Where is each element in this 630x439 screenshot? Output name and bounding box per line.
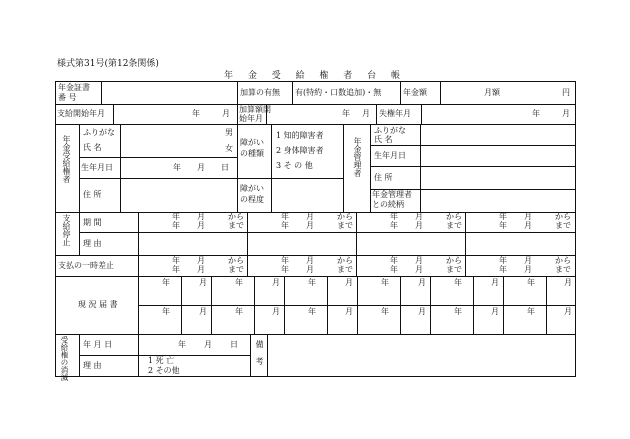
suspension-section-label: 支給停止 xyxy=(62,214,71,246)
disability-option-3: 3 そ の 他 xyxy=(276,161,313,170)
manager-furigana-label: ふりがな xyxy=(374,126,406,135)
sex-male: 男 xyxy=(225,128,233,137)
manager-name-label: 氏 名 xyxy=(374,135,393,144)
extinction-section-label: 受給権の消滅 xyxy=(60,336,69,381)
temporary-stop-label: 支払の一時差止 xyxy=(58,261,114,270)
manager-address-label: 住 所 xyxy=(374,173,393,182)
extinction-option-1: 1 死 亡 xyxy=(148,356,175,365)
holder-birth-day: 日 xyxy=(221,163,229,172)
disability-type-label-2: の種類 xyxy=(240,149,264,158)
add-start-month: 月 xyxy=(362,109,370,118)
pension-amount-label: 年金額 xyxy=(403,88,427,97)
disability-option-2: 2 身体障害者 xyxy=(276,146,324,155)
disability-level-label: 障がい xyxy=(240,184,264,193)
form-title: 年 金 受 給 権 者 台 帳 xyxy=(223,71,407,81)
add-start-label: 加算額開 xyxy=(239,105,271,114)
form-number: 様式第31号(第12条関係) xyxy=(57,59,159,69)
extinction-option-2: 2 その他 xyxy=(148,366,180,375)
remarks-label: 備 考 xyxy=(255,340,264,365)
suspension-period-label: 期 間 xyxy=(83,218,102,227)
extinction-month: 月 xyxy=(204,340,212,349)
disability-option-1: 1 知的障害者 xyxy=(276,131,324,140)
manager-relation-label-2: との続柄 xyxy=(372,200,404,209)
lost-month: 月 xyxy=(562,109,570,118)
lost-year: 年 xyxy=(532,109,540,118)
disability-level-label-2: の程度 xyxy=(240,195,264,204)
holder-birth-label: 生年月日 xyxy=(81,163,113,172)
start-year: 年 xyxy=(192,109,200,118)
start-month: 月 xyxy=(222,109,230,118)
disability-type-label: 障がい xyxy=(240,138,264,147)
extinction-date-label: 年 月 日 xyxy=(83,340,113,349)
manager-relation-label: 年金管理者 xyxy=(372,190,412,199)
cert-number-label: 年金証書 xyxy=(58,83,90,92)
addition-label: 加算の有無 xyxy=(240,88,280,97)
holder-address-label: 住 所 xyxy=(83,190,102,199)
extinction-year: 年 xyxy=(178,340,186,349)
extinction-day: 日 xyxy=(230,340,238,349)
status-report-label: 現 況 届 書 xyxy=(78,300,118,309)
monthly-amount-label: 月額 xyxy=(484,88,500,97)
suspension-reason-label: 理 由 xyxy=(83,239,102,248)
yen-unit: 円 xyxy=(562,88,570,97)
holder-name-label: 氏 名 xyxy=(83,143,102,152)
holder-birth-month: 月 xyxy=(197,163,205,172)
holder-birth-year: 年 xyxy=(173,163,181,172)
add-start-year: 年 xyxy=(342,109,350,118)
cert-number-label-2: 番 号 xyxy=(58,93,77,102)
holder-furigana-label: ふりがな xyxy=(83,128,115,137)
sex-female: 女 xyxy=(225,144,233,153)
manager-birth-label: 生年月日 xyxy=(374,151,406,160)
holder-section-label: 年金受給権者 xyxy=(62,135,71,183)
manager-section-label: 年金管理者 xyxy=(353,137,362,177)
start-date-label: 支給開始年月 xyxy=(57,109,105,118)
addition-value: 有(特約・口数追加)・無 xyxy=(295,88,382,97)
extinction-reason-label: 理 由 xyxy=(83,361,102,370)
lost-date-label: 失権年月 xyxy=(379,109,411,118)
add-start-label-2: 始年月 xyxy=(239,114,263,123)
